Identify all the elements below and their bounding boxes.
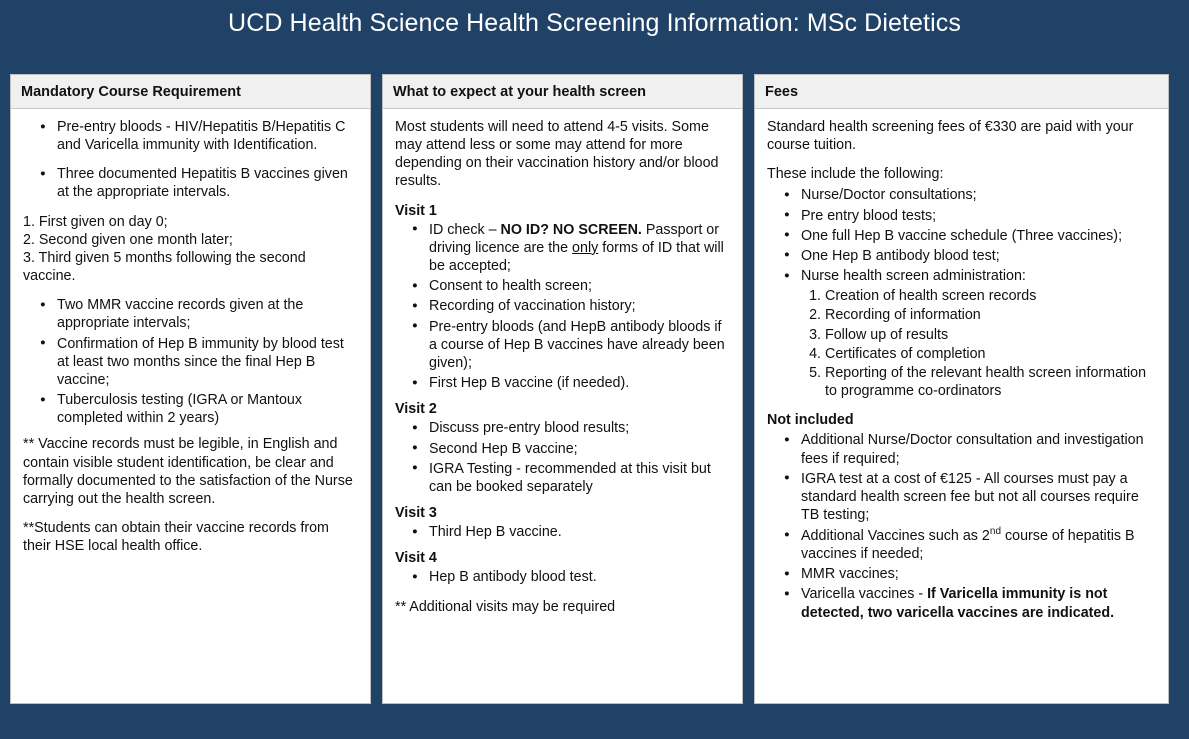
list-item: 5. Reporting of the relevant health screen information to programme co-ordinators — [825, 364, 1156, 400]
list-item: ● Pre-entry bloods - HIV/Hepatitis B/Hepatitis C and Varicella immunity with Identification. — [57, 118, 358, 154]
id-check-text-a: ID check – — [429, 221, 501, 238]
list-item: ● Three documented Hepatitis B vaccines given at the appropriate intervals. — [57, 165, 358, 201]
id-check-text-c: Passport or driving licence are the — [429, 221, 719, 256]
list-item: 2. Recording of information — [825, 306, 1156, 324]
additional-visits-note: ** Additional visits may be required — [395, 598, 616, 615]
requirement-bullets-secondary — [23, 296, 358, 427]
id-check-text-e: forms of ID that will be accepted; — [429, 239, 724, 275]
list-item: ● Additional Nurse/Doctor consultation and investigation fees if required; — [801, 431, 1156, 467]
page-title: UCD Health Science Health Screening Information: MSc Dietetics — [228, 9, 961, 37]
list-item — [801, 526, 1156, 563]
list-item — [429, 221, 730, 275]
card-body-fees — [755, 109, 1168, 632]
list-item: ● IGRA Testing - recommended at this visit but can be booked separately — [429, 460, 730, 496]
card-header-what-to-expect: What to expect at your health screen — [383, 75, 742, 109]
ordinal-suffix: nd — [989, 526, 1002, 538]
list-item: ● Recording of vaccination history; — [429, 297, 730, 315]
card-body-mandatory — [11, 109, 370, 563]
list-item: 4. Certificates of completion — [825, 345, 1156, 363]
no-id-no-screen-emphasis: NO ID? NO SCREEN. — [500, 221, 642, 238]
visit-3-items — [395, 523, 730, 541]
card-header-mandatory: Mandatory Course Requirement — [11, 75, 370, 109]
requirement-bullets-primary — [23, 118, 358, 202]
not-included-items — [767, 431, 1156, 621]
additional-vaccines-text-b: course of hepatitis B vaccines if needed; — [801, 527, 1135, 563]
list-item: ● IGRA test at a cost of €125 - All courses must pay a standard health screen fee but not all courses require TB testing; — [801, 470, 1156, 524]
vaccine-records-note: ** Vaccine records must be legible, in English and contain visible student identification, be clear and formally documented to the satisfaction of the Nurse carrying out the health screen. — [23, 436, 353, 507]
list-item: ● Nurse/Doctor consultations; — [801, 186, 1156, 204]
admin-numbered-items — [767, 287, 1156, 400]
list-item: 2. Second given one month later; — [23, 231, 233, 248]
list-item: ● One Hep B antibody blood test; — [801, 247, 1156, 265]
list-item: ● Tuberculosis testing (IGRA or Mantoux completed within 2 years) — [57, 391, 358, 427]
card-what-to-expect — [382, 74, 743, 704]
not-included-label: Not included — [767, 412, 854, 429]
card-body-what-to-expect — [383, 109, 742, 624]
list-item: ● Nurse health screen administration: — [801, 267, 1156, 285]
list-item: ● Consent to health screen; — [429, 277, 730, 295]
included-lead: These include the following: — [767, 166, 944, 183]
list-item: ● Pre entry blood tests; — [801, 207, 1156, 225]
list-item: ● Discuss pre-entry blood results; — [429, 419, 730, 437]
list-item: ● First Hep B vaccine (if needed). — [429, 374, 730, 392]
varicella-text-a: Varicella vaccines - — [801, 586, 928, 603]
hepb-interval-lines — [23, 213, 358, 286]
list-item: 1. Creation of health screen records — [825, 287, 1156, 305]
varicella-emphasis: If Varicella immunity is not detected, two varicella vaccines are indicated. — [801, 586, 1115, 621]
hse-records-note: **Students can obtain their vaccine records from their HSE local health office. — [23, 519, 329, 555]
list-item: ● Second Hep B vaccine; — [429, 440, 730, 458]
list-item — [801, 585, 1156, 621]
card-fees — [754, 74, 1169, 704]
visit-4-items — [395, 568, 730, 586]
visit-3-label: Visit 3 — [395, 504, 437, 521]
visit-1-label: Visit 1 — [395, 202, 437, 219]
list-item: 3. Follow up of results — [825, 326, 1156, 344]
list-item: ● Confirmation of Hep B immunity by blood test at least two months since the final Hep B vaccine; — [57, 335, 358, 389]
list-item: ● Hep B antibody blood test. — [429, 568, 730, 586]
list-item: 3. Third given 5 months following the second vaccine. — [23, 249, 306, 285]
list-item: 1. First given on day 0; — [23, 213, 168, 230]
visit-2-label: Visit 2 — [395, 401, 437, 418]
visit-2-items — [395, 419, 730, 496]
list-item: ● Third Hep B vaccine. — [429, 523, 730, 541]
visits-intro: Most students will need to attend 4-5 visits. Some may attend less or some may attend for more depending on their vaccination history and/or blood results. — [395, 119, 719, 190]
included-items — [767, 186, 1156, 285]
list-item: ● MMR vaccines; — [801, 565, 1156, 583]
fees-intro: Standard health screening fees of €330 are paid with your course tuition. — [767, 119, 1134, 154]
card-header-fees: Fees — [755, 75, 1168, 109]
card-mandatory-course-requirement — [10, 74, 371, 704]
list-item: ● Pre-entry bloods (and HepB antibody bloods if a course of Hep B vaccines have already been given); — [429, 318, 730, 372]
list-item: ● Two MMR vaccine records given at the appropriate intervals; — [57, 296, 358, 332]
visit-4-label: Visit 4 — [395, 550, 437, 567]
only-emphasis: only — [572, 239, 599, 256]
list-item: ● One full Hep B vaccine schedule (Three vaccines); — [801, 227, 1156, 245]
content-columns — [0, 74, 1189, 704]
visit-1-items — [395, 221, 730, 392]
additional-vaccines-text-a: Additional Vaccines such as 2 — [801, 527, 990, 544]
